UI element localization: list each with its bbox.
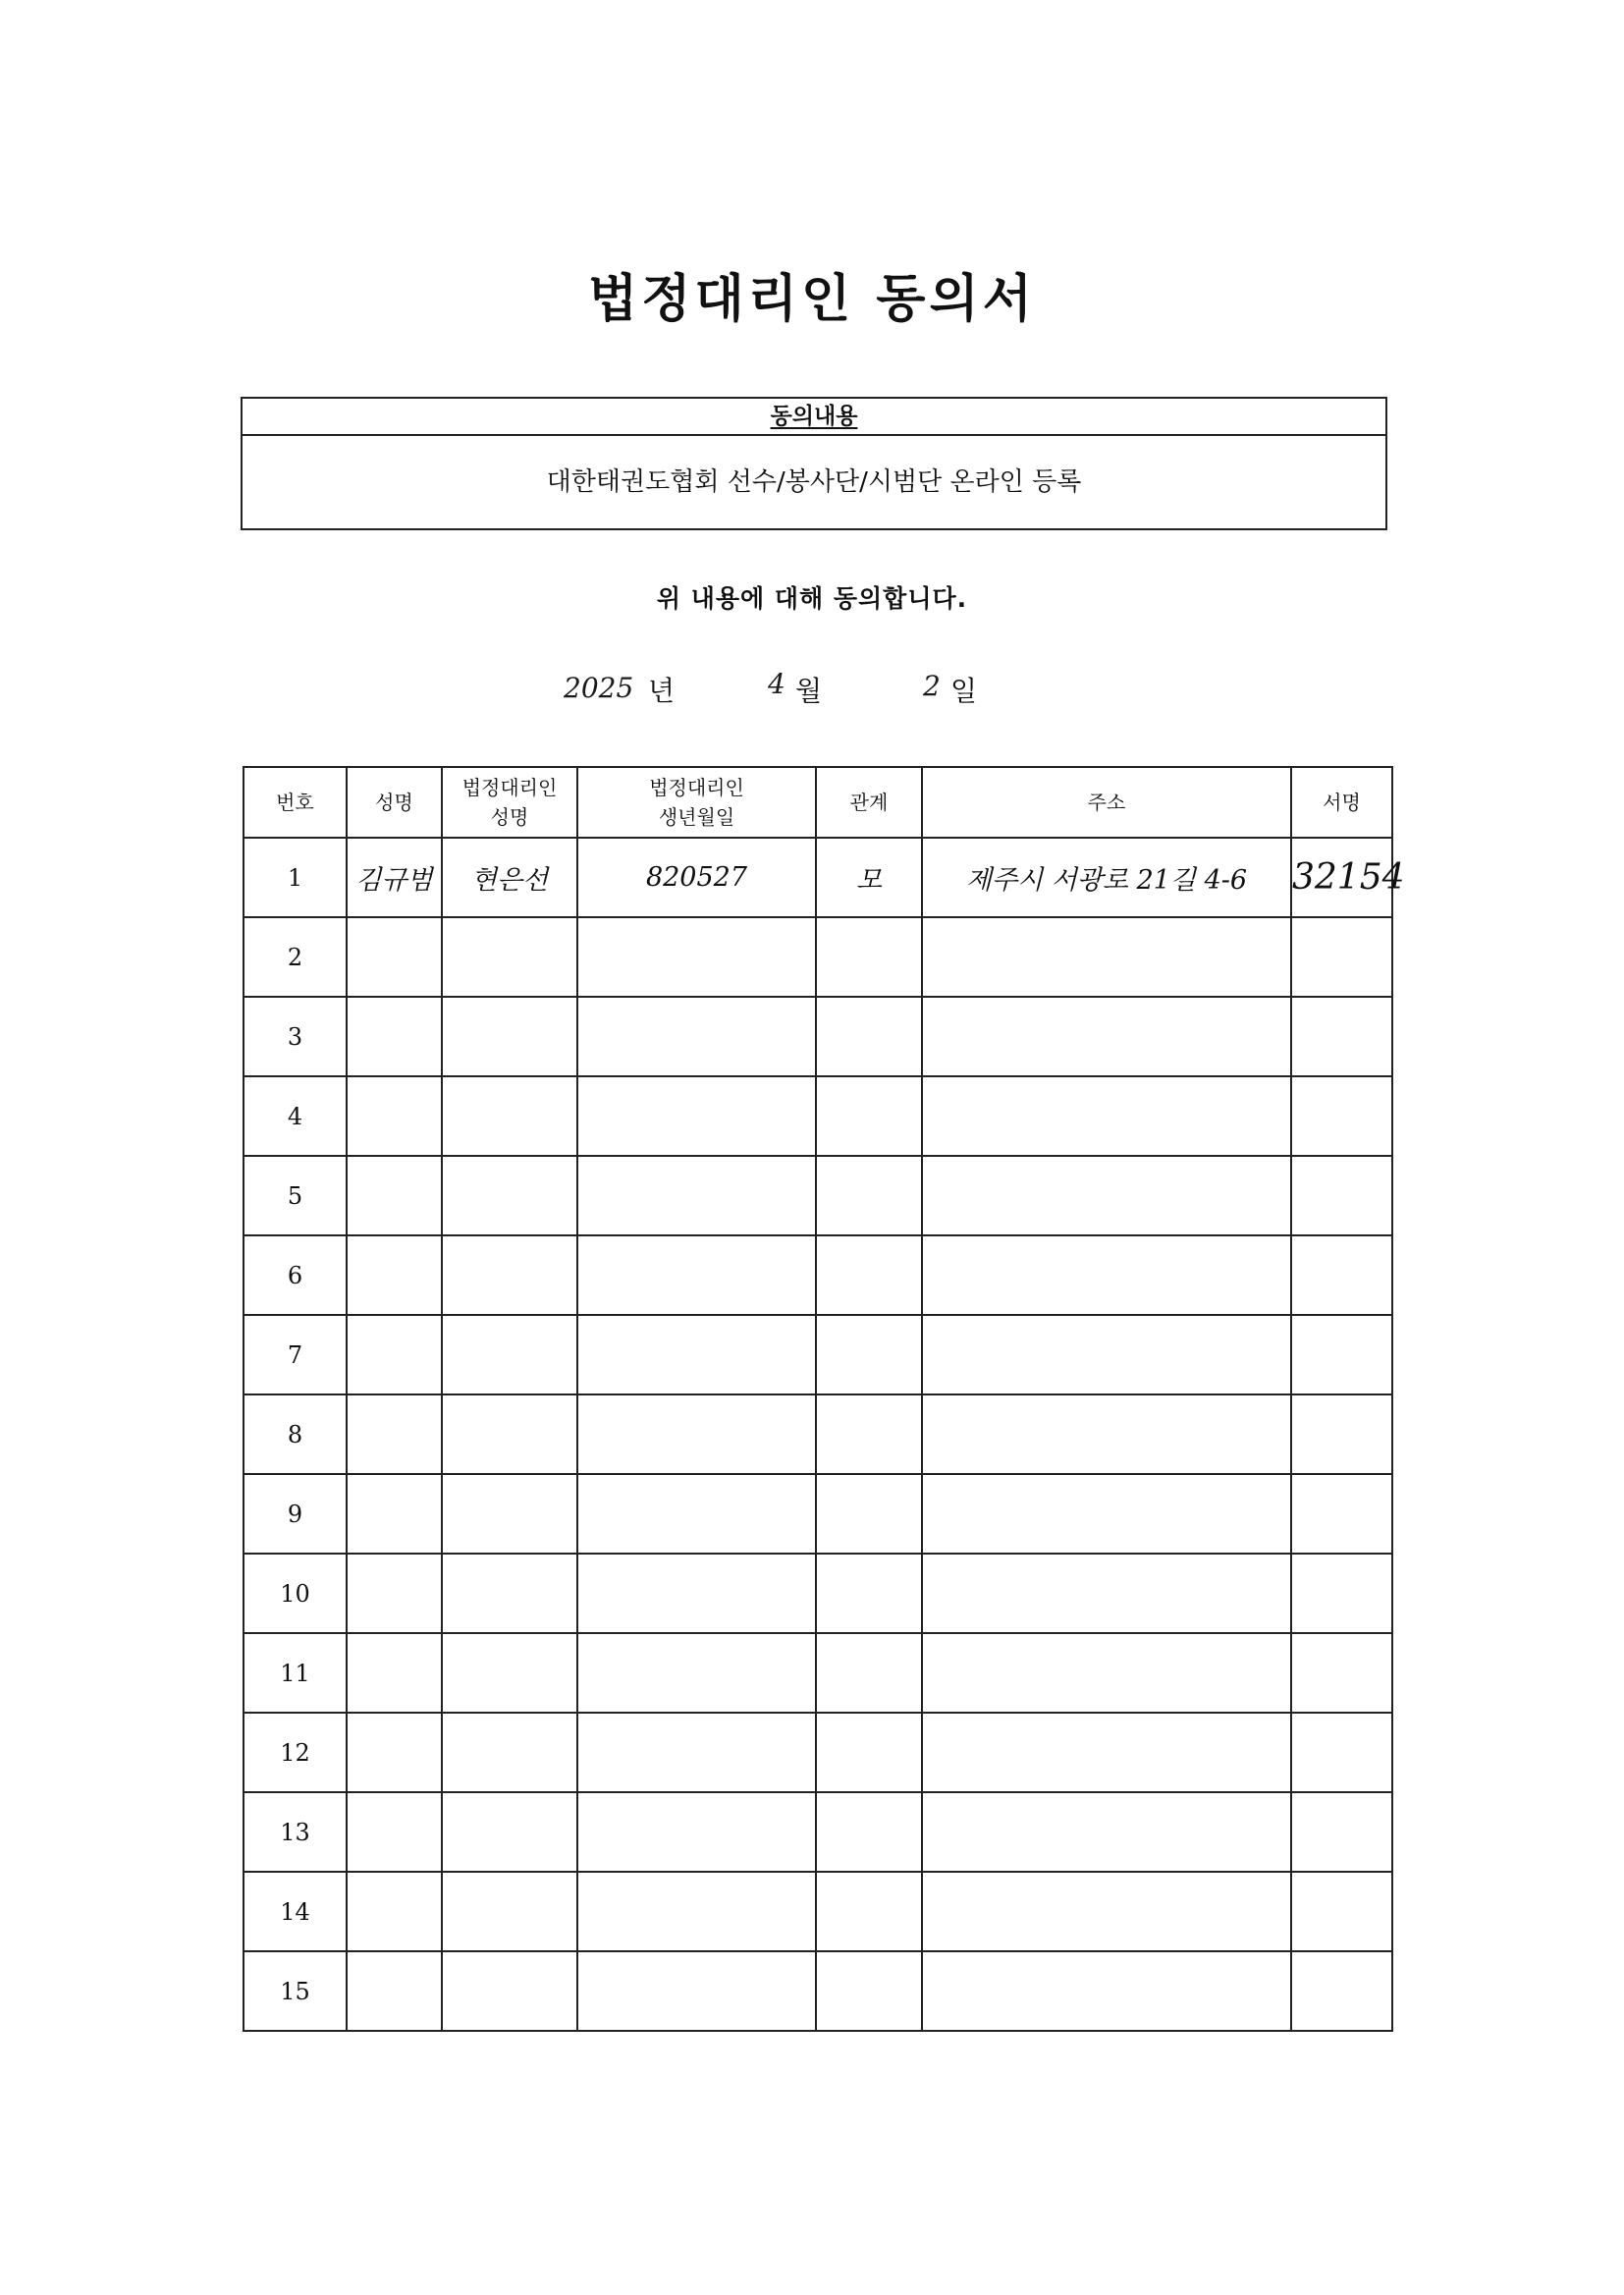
cell-address	[922, 1076, 1291, 1156]
consent-header-label: 동의내용	[770, 404, 858, 429]
cell-no: 4	[244, 1076, 347, 1156]
cell-signature	[1291, 997, 1392, 1076]
header-name: 성명	[347, 767, 442, 838]
cell-signature	[1291, 1474, 1392, 1554]
date-year: 2025	[564, 672, 634, 704]
table-row	[244, 1872, 1392, 1951]
cell-guardian-name	[442, 1235, 577, 1315]
table-row	[244, 838, 1392, 917]
cell-guardian-name	[442, 1315, 577, 1394]
cell-signature: 32154	[1291, 838, 1392, 917]
consent-content-text: 대한태권도협회 선수/봉사단/시범단 온라인 등록	[546, 467, 1082, 497]
cell-name	[347, 1713, 442, 1792]
table-row	[244, 1633, 1392, 1713]
cell-relation	[816, 1554, 922, 1633]
table-row	[244, 1235, 1392, 1315]
cell-name	[347, 1792, 442, 1872]
cell-guardian-birth	[577, 1792, 816, 1872]
cell-signature	[1291, 1713, 1392, 1792]
cell-no: 9	[244, 1474, 347, 1554]
cell-guardian-birth	[577, 1315, 816, 1394]
cell-no: 15	[244, 1951, 347, 2031]
cell-address	[922, 1474, 1291, 1554]
cell-guardian-birth	[577, 1633, 816, 1713]
cell-address	[922, 1792, 1291, 1872]
cell-no: 1	[244, 838, 347, 917]
date-year-unit: 년	[648, 675, 676, 707]
cell-guardian-birth	[577, 1156, 816, 1235]
cell-relation	[816, 1156, 922, 1235]
cell-guardian-birth	[577, 917, 816, 997]
cell-address	[922, 1951, 1291, 2031]
table-row	[244, 1713, 1392, 1792]
cell-guardian-birth	[577, 1554, 816, 1633]
cell-no: 14	[244, 1872, 347, 1951]
cell-relation	[816, 917, 922, 997]
table-row	[244, 1951, 1392, 2031]
cell-signature	[1291, 1076, 1392, 1156]
cell-guardian-birth	[577, 1872, 816, 1951]
cell-guardian-name	[442, 1394, 577, 1474]
cell-name	[347, 1633, 442, 1713]
document-title: 법정대리인 동의서	[588, 270, 1036, 329]
cell-name	[347, 1156, 442, 1235]
cell-name	[347, 1554, 442, 1633]
cell-signature	[1291, 917, 1392, 997]
cell-guardian-birth	[577, 1394, 816, 1474]
cell-relation	[816, 1235, 922, 1315]
cell-name	[347, 1951, 442, 2031]
cell-relation	[816, 1713, 922, 1792]
table-row	[244, 917, 1392, 997]
cell-no: 3	[244, 997, 347, 1076]
header-guardian-name-line1: 법정대리인	[461, 776, 558, 799]
cell-name	[347, 997, 442, 1076]
cell-no: 12	[244, 1713, 347, 1792]
table-row	[244, 1554, 1392, 1633]
cell-guardian-name: 현은선	[442, 838, 577, 917]
header-signature: 서명	[1291, 767, 1392, 838]
cell-name	[347, 1474, 442, 1554]
consent-content-box	[241, 397, 1387, 530]
cell-relation	[816, 1474, 922, 1554]
cell-address	[922, 1554, 1291, 1633]
cell-guardian-birth	[577, 1235, 816, 1315]
cell-relation	[816, 1951, 922, 2031]
cell-guardian-name	[442, 917, 577, 997]
cell-name: 김규범	[347, 838, 442, 917]
date-day-unit: 일	[950, 675, 978, 707]
cell-signature	[1291, 1394, 1392, 1474]
cell-no: 10	[244, 1554, 347, 1633]
date-month: 4	[768, 668, 785, 700]
cell-signature	[1291, 1156, 1392, 1235]
cell-guardian-name	[442, 1156, 577, 1235]
cell-address	[922, 1633, 1291, 1713]
cell-relation	[816, 1076, 922, 1156]
cell-address	[922, 997, 1291, 1076]
date-line	[0, 666, 1624, 709]
cell-guardian-birth	[577, 1713, 816, 1792]
header-guardian-name	[442, 767, 577, 838]
table-row	[244, 1315, 1392, 1394]
cell-guardian-birth: 820527	[577, 838, 816, 917]
cell-name	[347, 1076, 442, 1156]
header-guardian-birth	[577, 767, 816, 838]
cell-address	[922, 1235, 1291, 1315]
header-guardian-name-line2: 성명	[490, 805, 529, 829]
cell-signature	[1291, 1554, 1392, 1633]
cell-address	[922, 917, 1291, 997]
table-row	[244, 1156, 1392, 1235]
cell-guardian-birth	[577, 997, 816, 1076]
cell-address	[922, 1394, 1291, 1474]
cell-signature	[1291, 1872, 1392, 1951]
cell-guardian-name	[442, 1554, 577, 1633]
cell-name	[347, 1872, 442, 1951]
cell-relation	[816, 1633, 922, 1713]
cell-guardian-birth	[577, 1474, 816, 1554]
cell-no: 6	[244, 1235, 347, 1315]
cell-address: 제주시 서광로 21길 4-6	[922, 838, 1291, 917]
cell-no: 8	[244, 1394, 347, 1474]
cell-name	[347, 1315, 442, 1394]
header-no: 번호	[244, 767, 347, 838]
cell-guardian-name	[442, 997, 577, 1076]
cell-guardian-name	[442, 1633, 577, 1713]
cell-signature	[1291, 1633, 1392, 1713]
cell-name	[347, 1394, 442, 1474]
cell-signature	[1291, 1792, 1392, 1872]
table-row	[244, 1792, 1392, 1872]
table-header-row	[244, 767, 1392, 838]
cell-guardian-name	[442, 1872, 577, 1951]
header-guardian-birth-line2: 생년월일	[658, 805, 735, 829]
cell-signature	[1291, 1315, 1392, 1394]
cell-name	[347, 1235, 442, 1315]
cell-signature	[1291, 1235, 1392, 1315]
cell-guardian-name	[442, 1713, 577, 1792]
cell-no: 5	[244, 1156, 347, 1235]
cell-address	[922, 1315, 1291, 1394]
cell-guardian-name	[442, 1951, 577, 2031]
cell-guardian-birth	[577, 1951, 816, 2031]
cell-address	[922, 1156, 1291, 1235]
consent-header	[243, 399, 1385, 436]
cell-guardian-name	[442, 1792, 577, 1872]
cell-no: 11	[244, 1633, 347, 1713]
cell-no: 7	[244, 1315, 347, 1394]
cell-relation	[816, 1394, 922, 1474]
header-relation: 관계	[816, 767, 922, 838]
table-row	[244, 997, 1392, 1076]
cell-name	[347, 917, 442, 997]
cell-guardian-name	[442, 1076, 577, 1156]
header-address: 주소	[922, 767, 1291, 838]
cell-relation	[816, 1872, 922, 1951]
cell-relation: 모	[816, 838, 922, 917]
header-guardian-birth-line1: 법정대리인	[649, 776, 744, 799]
cell-guardian-birth	[577, 1076, 816, 1156]
cell-address	[922, 1713, 1291, 1792]
table-row	[244, 1076, 1392, 1156]
guardian-consent-table	[243, 766, 1405, 2032]
cell-address	[922, 1872, 1291, 1951]
cell-relation	[816, 1315, 922, 1394]
date-day: 2	[923, 670, 941, 702]
agreement-statement: 위 내용에 대해 동의합니다.	[656, 584, 968, 613]
cell-no: 13	[244, 1792, 347, 1872]
cell-relation	[816, 1792, 922, 1872]
cell-relation	[816, 997, 922, 1076]
cell-no: 2	[244, 917, 347, 997]
date-month-unit: 월	[795, 675, 823, 707]
table-row	[244, 1474, 1392, 1554]
cell-guardian-name	[442, 1474, 577, 1554]
cell-signature	[1291, 1951, 1392, 2031]
table-row	[244, 1394, 1392, 1474]
